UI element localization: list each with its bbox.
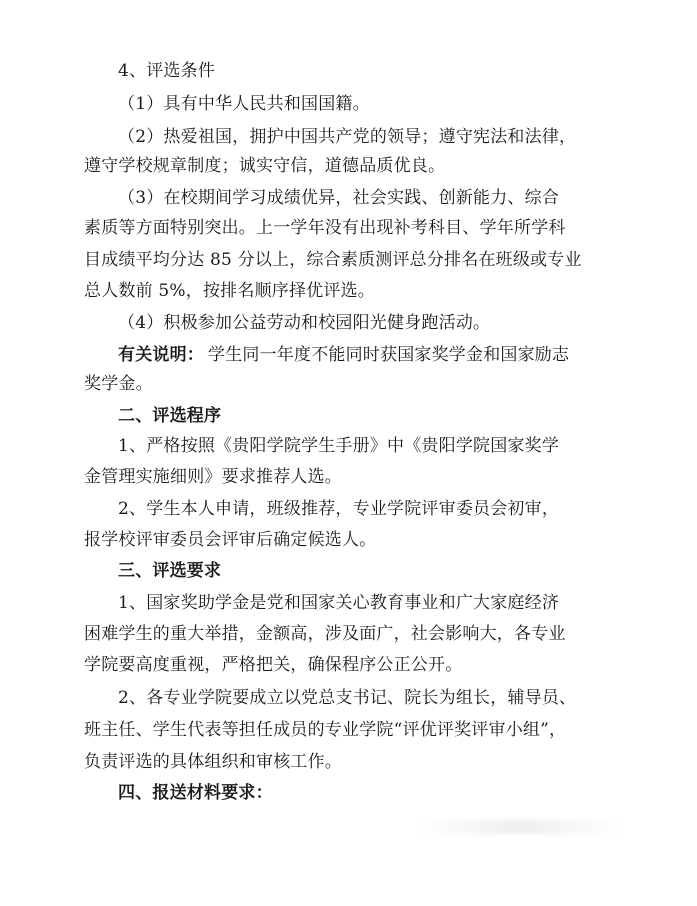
scan-smudge xyxy=(415,820,625,834)
section-heading-requirements: 三、评选要求 xyxy=(118,561,222,581)
section-heading-procedure: 二、评选程序 xyxy=(118,406,222,426)
criteria-item-2-line-2: 遵守学校规章制度；诚实守信，道德品质优良。 xyxy=(84,156,446,176)
section-heading-materials: 四、报送材料要求： xyxy=(118,783,273,803)
criteria-item-4: （4）积极参加公益劳动和校园阳光健身跑活动。 xyxy=(118,313,491,333)
requirements-item-2-line-3: 负责评选的具体组织和审核工作。 xyxy=(84,752,342,772)
criteria-item-3-line-4: 总人数前 5%，按排名顺序择优评选。 xyxy=(84,281,375,301)
procedure-item-2-line-1: 2、学生本人申请，班级推荐，专业学院评审委员会初审， xyxy=(118,499,560,519)
requirements-item-2-line-2: 班主任、学生代表等担任成员的专业学院“评优评奖评审小组”， xyxy=(84,720,567,740)
note-label: 有关说明： xyxy=(118,345,204,365)
criteria-heading: 4、评选条件 xyxy=(118,61,216,81)
requirements-item-1-line-1: 1、国家奖助学金是党和国家关心教育事业和广大家庭经济 xyxy=(118,593,560,613)
requirements-item-2-line-1: 2、各专业学院要成立以党总支书记、院长为组长，辅导员、 xyxy=(118,688,577,708)
requirements-item-1-line-2: 困难学生的重大举措，金额高，涉及面广，社会影响大，各专业 xyxy=(84,624,566,644)
criteria-item-1: （1）具有中华人民共和国国籍。 xyxy=(118,94,370,114)
procedure-item-1-line-1: 1、严格按照《贵阳学院学生手册》中《贵阳学院国家奖学 xyxy=(118,436,560,456)
criteria-item-3-line-1: （3）在校期间学习成绩优异，社会实践、创新能力、综合 xyxy=(118,188,560,208)
procedure-item-1-line-2: 金管理实施细则》要求推荐人选。 xyxy=(84,467,342,487)
criteria-item-2-line-1: （2）热爱祖国，拥护中国共产党的领导；遵守宪法和法律， xyxy=(118,127,577,147)
criteria-item-3-line-3: 目成绩平均分达 85 分以上，综合素质测评总分排名在班级或专业 xyxy=(84,250,582,270)
requirements-item-1-line-3: 学院要高度重视，严格把关，确保程序公正公开。 xyxy=(84,655,463,675)
criteria-item-3-line-2: 素质等方面特别突出。上一学年没有出现补考科目、学年所学科 xyxy=(84,218,566,238)
note-text-line-1: 学生同一年度不能同时获国家奖学金和国家励志 xyxy=(208,345,570,365)
procedure-item-2-line-2: 报学校评审委员会评审后确定候选人。 xyxy=(84,530,377,550)
note-text-line-2: 奖学金。 xyxy=(84,374,153,394)
